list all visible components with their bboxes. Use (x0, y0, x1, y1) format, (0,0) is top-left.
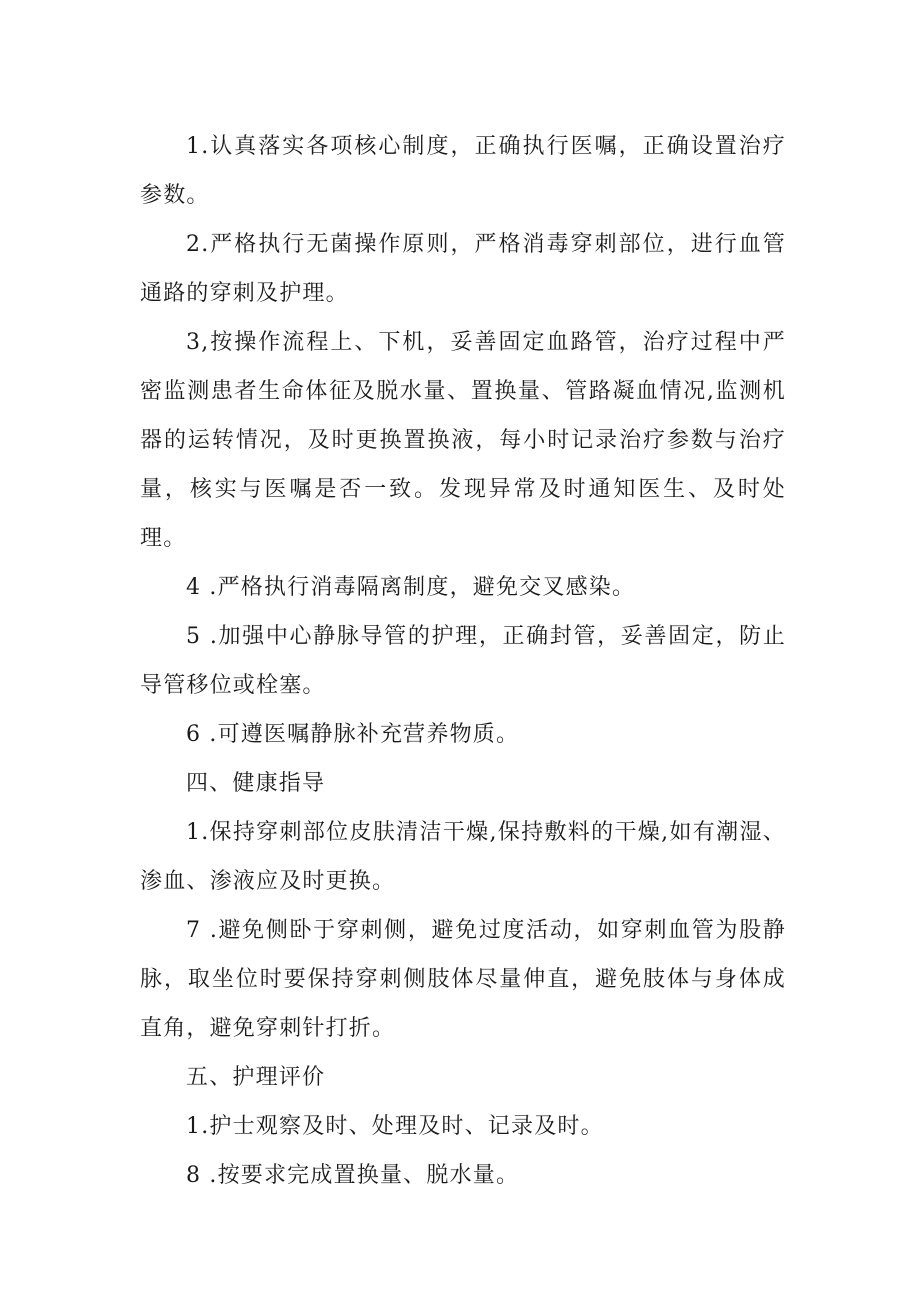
paragraph-item-10: 8 .按要求完成置换量、脱水量。 (186, 1163, 520, 1188)
paragraph-item-3: 3,按操作流程上、下机，妥善固定血路管，治疗过程中严密监测患者生命体征及脱水量、置换量、管路凝血情况,监测机器的运转情况，及时更换置换液，每小时记录治疗参数与治疗量，核实与医嘱是否一致。发现异常及时通知医生、及时处理。 (140, 330, 786, 551)
paragraph-item-6: 6 .可遵医嘱静脉补充营养物质。 (186, 722, 520, 747)
section-heading-health-guidance: 四、健康指导 (186, 771, 326, 796)
document-body (140, 122, 786, 1200)
paragraph-item-5: 5 .加强中心静脉导管的护理，正确封管，妥善固定，防止导管移位或栓塞。 (140, 624, 786, 698)
paragraph-item-4: 4 .严格执行消毒隔离制度，避免交叉感染。 (186, 575, 636, 600)
paragraph-item-9: 1.护士观察及时、处理及时、记录及时。 (186, 1114, 604, 1139)
paragraph-item-1: 1.认真落实各项核心制度，正确执行医嘱，正确设置治疗参数。 (140, 134, 786, 208)
paragraph-item-8: 7 .避免侧卧于穿刺侧，避免过度活动，如穿刺血管为股静脉，取坐位时要保持穿刺侧肢体尽量伸直，避免肢体与身体成直角，避免穿刺针打折。 (140, 918, 786, 1041)
section-heading-nursing-evaluation: 五、护理评价 (186, 1065, 326, 1090)
paragraph-item-2: 2.严格执行无菌操作原则，严格消毒穿刺部位，进行血管通路的穿刺及护理。 (140, 232, 786, 306)
paragraph-item-7: 1.保持穿刺部位皮肤清洁干燥,保持敷料的干燥,如有潮湿、渗血、渗液应及时更换。 (140, 820, 786, 894)
